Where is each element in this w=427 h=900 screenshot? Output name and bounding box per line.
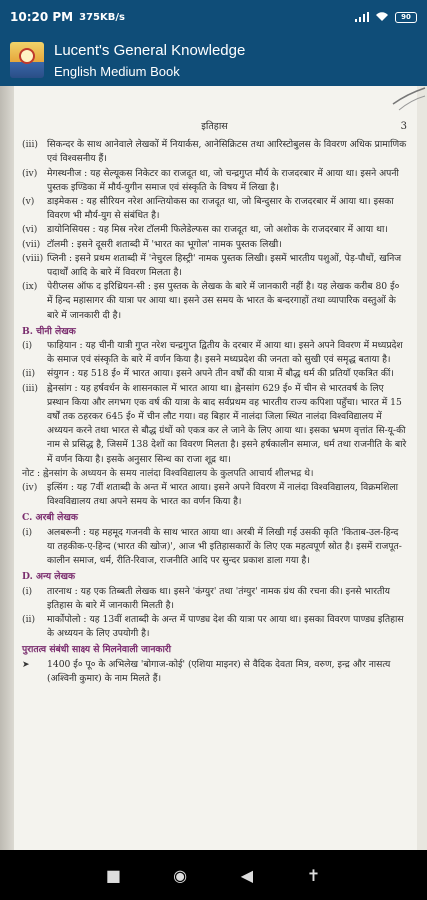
list-item-text: तारनाथ : यह एक तिब्बती लेखक था। इसने 'कंग्युर' तथा 'तंग्युर' नामक ग्रंथ की रचना की। इनसे भारतीय इतिहास के बारे में जानकारी मिलती है। xyxy=(47,585,390,611)
list-item-text: फाहियान : यह चीनी यात्री गुप्त नरेश चन्द्रगुप्त द्वितीय के दरबार में आया था। इसने अपने विवरण में मध्यप्रदेश के समाज एवं संस्कृति के बारे में वर्णन किया है। इसने मध्यप्रदेश की जनता को सुखी एवं समृद्ध बताया है। xyxy=(47,340,403,366)
list-item-text: पेरीप्लस ऑफ द इरिथ्रियन-सी : इस पुस्तक के लेखक के बारे में जानकारी नहीं है। यह लेखक करीब 80 ई० में हिन्द महासागर की यात्रा पर आया था। इसने उस समय के भारत के बन्दरगाहों तथा व्यापारिक वस्तुओं के बारे में जानकारी दी है। xyxy=(47,281,400,321)
book-cover-icon[interactable] xyxy=(10,42,44,78)
list-item xyxy=(22,252,407,280)
app-bar xyxy=(0,34,427,86)
list-item xyxy=(22,238,407,252)
book-page-viewer[interactable] xyxy=(0,86,427,850)
list-item xyxy=(22,481,407,509)
page-corner-curl xyxy=(387,86,427,120)
list-item xyxy=(22,526,407,569)
list-item-number: (vi) xyxy=(22,224,38,236)
list-item xyxy=(22,223,407,237)
list-item-text: सिकन्दर के साथ आनेवाले लेखकों में नियार्कस, आनेसिक्रिटस तथा आरिस्टोबुलस के विवरण अधिक प्रामाणिक एवं विश्वसनीय हैं। xyxy=(47,139,407,165)
page-number: 3 xyxy=(400,121,407,132)
list-item-number: (ii) xyxy=(22,613,36,625)
section-heading-c: C. अरबी लेखक xyxy=(22,512,78,524)
list-item-text: संयुगन : यह 518 ई० में भारत आया। इसने अपने तीन वर्षों की यात्रा में बौद्ध धर्म की प्रतियाँ एकत्रित कीं। xyxy=(47,368,394,380)
list-item-text: डायोनिसियस : यह मिस्र नरेश टॉलमी फिलेडेल्फस का राजदूत था, जो अशोक के राजदरबार में आया था। xyxy=(47,224,388,236)
list-greek-writers xyxy=(22,138,407,323)
home-icon[interactable]: ◉ xyxy=(173,865,188,885)
list-item-text: डाइमेकस : यह सीरियन नरेश आन्तियोकस का राजदूत था, जो बिन्दुसार के राजदरबार में आया था। इसका विवरण भी मौर्य-युग से संबंधित है। xyxy=(47,196,394,222)
list-item-number: (i) xyxy=(22,526,33,538)
list-item-text: मेगस्थनीज : यह सेल्यूकस निकेटर का राजदूत था, जो चन्द्रगुप्त मौर्य के राजदरबार में आया था। इसने अपनी पुस्तक इण्डिका में मौर्य-युगीन समाज एवं संस्कृति के विषय में लिखा है। xyxy=(47,167,399,193)
list-other-writers xyxy=(22,585,407,642)
list-item-number: (i) xyxy=(22,585,33,597)
list-item-number: (vii) xyxy=(22,238,41,250)
status-icons xyxy=(355,12,417,23)
list-item xyxy=(22,585,407,613)
list-item-number: (ii) xyxy=(22,368,36,380)
section-heading-b: B. चीनी लेखक xyxy=(22,325,76,337)
list-item xyxy=(22,613,407,641)
list-item xyxy=(22,658,407,686)
list-item-text: अलबरूनी : यह महमूद गजनवी के साथ भारत आया था। अरबी में लिखी गई उसकी कृति 'किताब-उल-हिन्द या तहकीक-ए-हिन्द (भारत की खोज)', आज भी इतिहासकारों के लिए एक महत्वपूर्ण स्रोत है। इसमें राजपूत-कालीन समाज, धर्म, रीति-रिवाज, राजनीति आदि पर सुन्दर प्रकाश डाला गया है। xyxy=(47,526,402,567)
list-item-number: ➤ xyxy=(22,658,30,670)
list-item-text: 1400 ई० पू० के अभिलेख 'बोगाज-कोई' (एशिया माइनर) से वैदिक देवता मित्र, वरुण, इन्द्र और नासत्य (अश्विनी कुमार) के नाम मिलते हैं। xyxy=(47,658,391,684)
page-header-title: इतिहास xyxy=(201,121,228,132)
list-item-number: (iv) xyxy=(22,482,38,494)
list-item xyxy=(22,138,407,166)
document-text xyxy=(22,120,407,686)
list-item xyxy=(22,280,407,323)
list-item-text: प्लिनी : इसने प्रथम शताब्दी में 'नेचुरल हिस्ट्री' नामक पुस्तक लिखी। इसमें भारतीय पशुओं, पेड़-पौधों, खनिज पदार्थों आदि के बारे में विवरण मिलता है। xyxy=(47,252,402,279)
list-item-number: (i) xyxy=(22,340,33,352)
list-item xyxy=(22,339,407,367)
status-time: 10:20 PM xyxy=(10,10,74,24)
list-item xyxy=(22,167,407,195)
app-subtitle: English Medium Book xyxy=(54,63,180,79)
list-arab-writers xyxy=(22,526,407,569)
note-line: नोट : ह्वेनसांग के अध्ययन के समय नालंदा विश्वविद्यालय के कुलपति आचार्य शीलभद्र थे। xyxy=(22,467,314,479)
battery-icon: 90 xyxy=(395,12,417,23)
list-item xyxy=(22,195,407,223)
list-item-number: (v) xyxy=(22,196,35,208)
list-item-text: मार्कोपोलो : यह 13वीं शताब्दी के अन्त में पाण्ड्य देश की यात्रा पर आया था। इसका विवरण पाण्ड्य इतिहास के अध्ययन के लिए उपयोगी है। xyxy=(47,613,404,640)
list-item xyxy=(22,367,407,381)
signal-icon xyxy=(355,12,369,22)
back-icon[interactable]: ◀ xyxy=(240,865,254,885)
list-item-number: (ix) xyxy=(22,281,38,293)
list-item-text: इत्सिंग : यह 7वीं शताब्दी के अन्त में भारत आया। इसने अपने विवरण में नालंदा विश्वविद्यालय, विक्रमशिला विश्वविद्यालय तथा अपने समय के भारत का वर्णन किया है। xyxy=(47,482,399,508)
recent-apps-icon[interactable]: ■ xyxy=(105,865,121,885)
list-item-number: (iii) xyxy=(22,139,38,151)
status-bar xyxy=(0,0,427,34)
section-heading-d: D. अन्य लेखक xyxy=(22,571,76,583)
list-item-text: ह्वेनसांग : यह हर्षवर्धन के शासनकाल में भारत आया था। ह्वेनसांग 629 ई० में चीन से भारतवर्ष के लिए प्रस्थान किया और लगभग एक वर्ष की यात्रा के बाद सर्वप्रथम वह भारतीय राज्य कपिशा पहुँचा। भारत में 15 वर्षों तक ठहरकर 645 ई० में चीन लौट गया। वह बिहार में नालंदा जिला स्थित नालंदा विश्वविद्यालय में अध्ययन करने तथा भारत से बौद्ध ग्रंथों को एकत्र कर ले जाने के लिए आया था। इसका भ्रमण वृत्तांत सि-यू-की नाम से प्रसिद्ध है, जिसमें 138 देशों का विवरण मिलता है। इसने हर्षकालीन समाज, धर्म तथा राजनीति के बारे में वर्णन किया है। इसके अनुसार सिन्ध का राजा शूद्र था। xyxy=(47,382,407,465)
list-item-number: (iii) xyxy=(22,382,38,394)
section-heading-e: पुरातत्व संबंधी साक्ष्य से मिलनेवाली जानकारी xyxy=(22,644,171,656)
navigation-bar xyxy=(0,850,427,900)
list-item-number: (viii) xyxy=(22,252,44,264)
accessibility-icon[interactable]: ✝ xyxy=(306,865,321,885)
list-item-text: टॉलमी : इसने दूसरी शताब्दी में 'भारत का भूगोल' नामक पुस्तक लिखी। xyxy=(47,238,282,250)
list-chinese-writers-2 xyxy=(22,481,407,509)
list-archaeology xyxy=(22,658,407,686)
wifi-icon xyxy=(375,12,389,22)
page-header xyxy=(22,120,407,134)
app-title: Lucent's General Knowledge xyxy=(54,41,246,59)
network-speed: 375KB/s xyxy=(79,11,125,23)
list-item-number: (iv) xyxy=(22,167,38,179)
list-chinese-writers xyxy=(22,339,407,467)
list-item xyxy=(22,382,407,467)
app-titles xyxy=(54,42,245,79)
